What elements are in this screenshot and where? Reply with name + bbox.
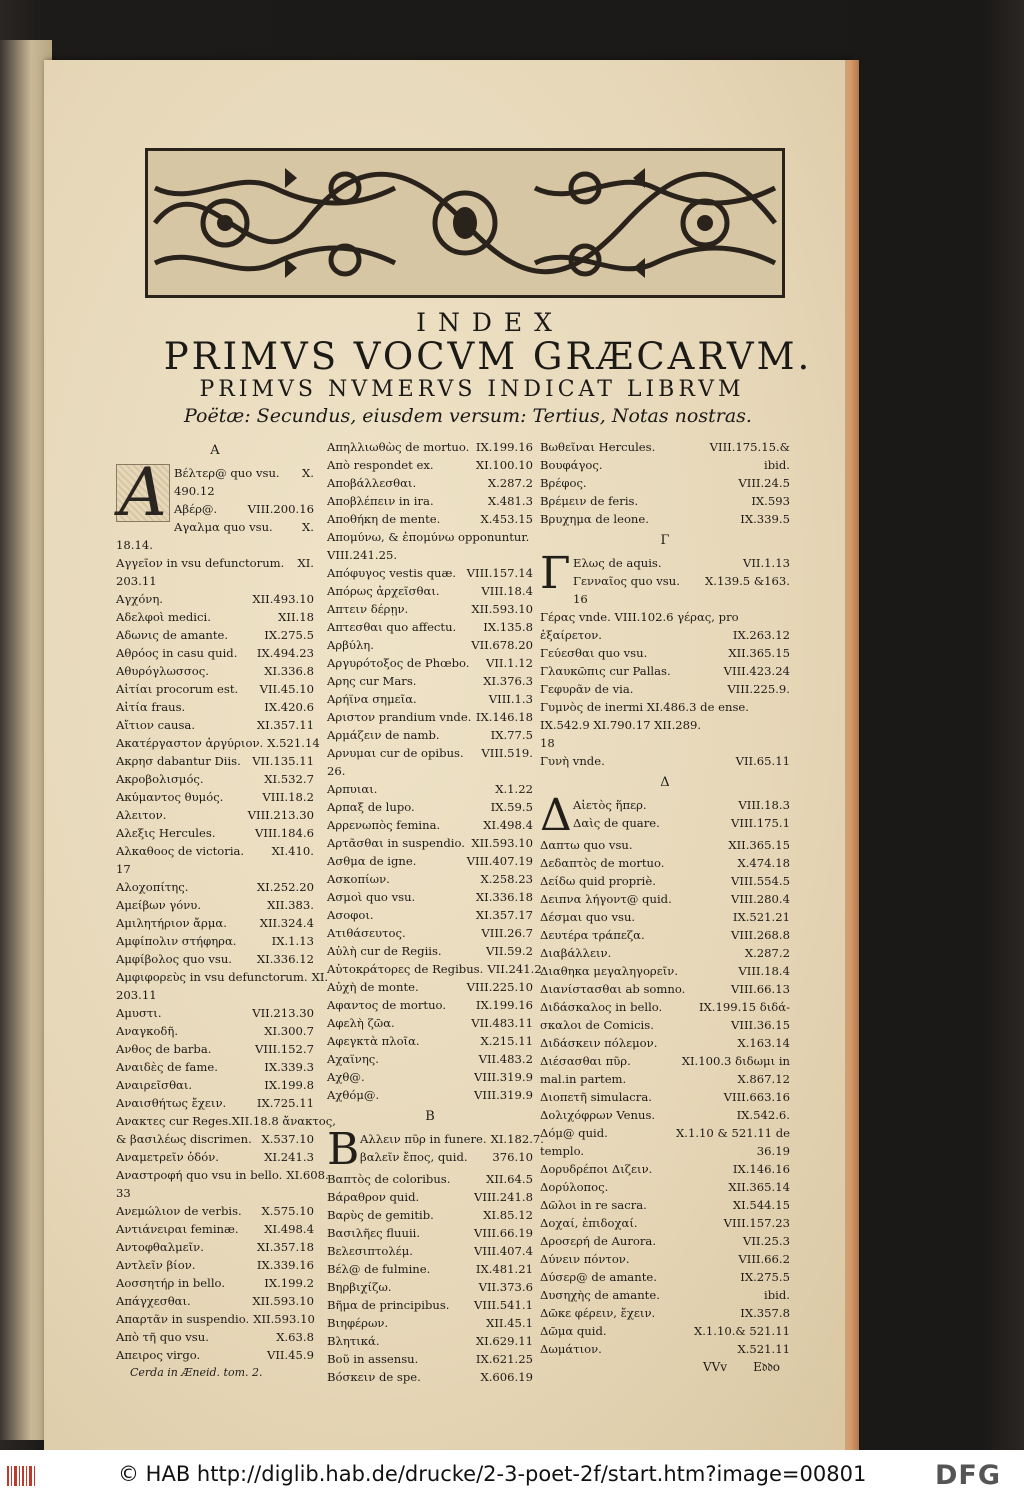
index-entry: Αρρενωπὸς femina. XI.498.4	[327, 818, 533, 832]
index-entry: IX.542.9 XI.790.17 XII.289.	[540, 718, 702, 732]
index-entry: Βαρὺς de gemitib. XI.85.12	[327, 1208, 533, 1222]
index-entry: Βελεσιπτολέμ. VIII.407.4	[327, 1244, 533, 1258]
index-entry: Απόρως ἀρχεῖσθαι. VIII.18.4	[327, 584, 533, 598]
index-entry: Δαὶς de quare. VIII.175.1	[573, 816, 790, 830]
index-entry: Βοῦ in assensu. IX.621.25	[327, 1352, 533, 1366]
index-entry: Αλειτον. VIII.213.30	[116, 808, 314, 822]
index-entry: Διοπετῆ simulacra. VIII.663.16	[540, 1090, 790, 1104]
index-entry: Δευτέρα τράπεζα. VIII.268.8	[540, 928, 790, 942]
index-entry: Γυμνὸς de inermi XI.486.3 de ense.	[540, 700, 749, 714]
index-entry: Γέρας vnde. VIII.102.6 γέρας, pro	[540, 610, 739, 624]
index-entry: Απὸ τῆ quo vsu. X.63.8	[116, 1330, 314, 1344]
index-entry: Αργυρότοξος de Phœbo. VII.1.12	[327, 656, 533, 670]
index-entry: Διαβάλλειν. X.287.2	[540, 946, 790, 960]
entry-list-a-cont	[327, 438, 542, 1104]
index-entry: Βρέμειν de feris. IX.593	[540, 494, 790, 508]
index-entry: 203.11	[116, 988, 157, 1002]
index-entry: Βουφάγος. ibid.	[540, 458, 790, 472]
index-entry: Ασκοπίων. X.258.23	[327, 872, 533, 886]
index-entry: Δοχαί, ἐπιδοχαί. VIII.157.23	[540, 1216, 790, 1230]
index-entry: Ανθος de barba. VIII.152.7	[116, 1042, 314, 1056]
index-entry: Δέσμαι quo vsu. IX.521.21	[540, 910, 790, 924]
index-entry: Αμείβων γόνυ. XII.383.	[116, 898, 314, 912]
index-entry: ἐξαίρετον. IX.263.12	[540, 628, 790, 642]
index-entry: Διέσασθαι πῦρ. XI.100.3 διδωμι in	[540, 1054, 790, 1068]
index-entry: Γυνὴ vnde. VII.65.11	[540, 754, 790, 768]
index-entry: σκαλοι de Comicis. VIII.36.15	[540, 1018, 790, 1032]
index-entry: Αρπυιαι. X.1.22	[327, 782, 533, 796]
index-entry: Αμιλητήριον ἄρμα. XII.324.4	[116, 916, 314, 930]
index-entry: 18.14.	[116, 538, 153, 552]
index-entry: Ακροβολισμός. XI.532.7	[116, 772, 314, 786]
index-entry: Δολιχόφρων Venus. IX.542.6.	[540, 1108, 790, 1122]
index-entry: Γενναῖος quo vsu. X.139.5 &163.	[573, 574, 790, 588]
index-entry: Αρβύλη. VII.678.20	[327, 638, 533, 652]
index-entry: Δῶκε φέρειν, ἔχειν. IX.357.8	[540, 1306, 790, 1320]
index-entry: Αθρόος in casu quid. IX.494.23	[116, 646, 314, 660]
index-entry: Αγγεῖον in vsu defunctorum. XI.	[116, 556, 314, 570]
dropcap-g: Γ	[540, 548, 571, 599]
hab-barcode-icon	[6, 1464, 36, 1488]
index-entry: Αναιδὲς de fame. IX.339.3	[116, 1060, 314, 1074]
index-entry: Αφελὴ ζῶα. VII.483.11	[327, 1016, 533, 1030]
index-entry: Αρήϊνα σημεῖα. VIII.1.3	[327, 692, 533, 706]
index-entry: Αναστροφή quo vsu in bello. XI.608.	[116, 1168, 329, 1182]
index-entry: Γεύεσθαι quo vsu. XII.365.15	[540, 646, 790, 660]
index-entry: Αναμετρεῖν ὁδόν. XI.241.3	[116, 1150, 314, 1164]
index-entry: Δῶλοι in re sacra. XI.544.15	[540, 1198, 790, 1212]
index-entry: Αχαϊνης. VII.483.2	[327, 1052, 533, 1066]
index-entry: Απάγχεσθαι. XII.593.10	[116, 1294, 314, 1308]
index-entry: Βόσκειν de spe. X.606.19	[327, 1370, 533, 1384]
index-entry: Αντιάνειραι feminæ. XI.498.4	[116, 1222, 314, 1236]
index-entry: Δῶμα quid. X.1.10.& 521.11	[540, 1324, 790, 1338]
index-entry: Βωθεῖναι Hercules. VIII.175.15.&	[540, 440, 790, 454]
subtitle-italic: Poëtæ: Secundus, eiusdem versum: Tertius, Notas nostras.	[184, 405, 752, 427]
index-entry: Βηρβιχίζω. VII.373.6	[327, 1280, 533, 1294]
index-entry: Δαπτω quo vsu. XII.365.15	[540, 838, 790, 852]
index-entry: Αριστον prandium vnde. IX.146.18	[327, 710, 533, 724]
index-entry: Βρυχημα de leone. IX.339.5	[540, 512, 790, 526]
index-entry: Αρτᾶσθαι in suspendio. XII.593.10	[327, 836, 533, 850]
index-entry: 16	[573, 592, 588, 606]
index-column-1	[116, 438, 336, 1382]
index-entry: Βασιλῆες fluuii. VIII.66.19	[327, 1226, 533, 1240]
catchword-footnote: Cerda in Æneid. tom. 2.	[130, 1366, 263, 1379]
index-entry: Αγαλμα quo vsu. X.	[174, 520, 314, 534]
index-entry: Ατιθάσευτος. VIII.26.7	[327, 926, 533, 940]
catchword: Ε𝔡𝔡ο	[753, 1360, 780, 1374]
index-entry: Ανεμώλιον de verbis. X.575.10	[116, 1204, 314, 1218]
index-entry: Βέλ@ de fulmine. IX.481.21	[327, 1262, 533, 1276]
index-entry: Δειπνα λήγοντ@ quid. VIII.280.4	[540, 892, 790, 906]
index-entry: Αμυστι. VII.213.30	[116, 1006, 314, 1020]
index-entry: Ακύμαντος θυμός. VIII.18.2	[116, 790, 314, 804]
index-entry: Αμφιφορεὺς in vsu defunctorum. XI.	[116, 970, 329, 984]
entry-list-b	[327, 1170, 533, 1386]
dropcap-b: B	[327, 1124, 360, 1175]
index-entry: Δείδω quid propriè. VIII.554.5	[540, 874, 790, 888]
index-entry: Βαπτὸς de coloribus. XII.64.5	[327, 1172, 533, 1186]
index-entry: 18	[540, 736, 555, 750]
dropcap-d: Δ	[540, 790, 572, 841]
index-entry: Δόμ@ quid. X.1.10 & 521.11 de	[540, 1126, 790, 1140]
index-entry: Αὐτοκράτορες de Regibus. VII.241.2	[327, 962, 542, 976]
entry-list-b-cont	[540, 438, 790, 528]
index-entry: Αρπαξ de lupo. IX.59.5	[327, 800, 533, 814]
index-entry: Αλλειν πῦρ in funere. XI.182.7.	[360, 1132, 544, 1146]
index-entry: 203.11	[116, 574, 157, 588]
entry-list-d	[540, 836, 790, 1358]
index-entry: Αἴτιον causa. XI.357.11	[116, 718, 314, 732]
index-entry: Αγχόνη. XII.493.10	[116, 592, 314, 606]
index-entry: templo. 36.19	[540, 1144, 790, 1158]
index-entry: Βιηφέρων. XII.45.1	[327, 1316, 533, 1330]
index-column-3	[540, 438, 790, 1376]
ornamental-headpiece	[145, 148, 785, 298]
index-entry: Αντλεῖν βίον. IX.339.16	[116, 1258, 314, 1272]
subtitle: PRIMVS NVMERVS INDICAT LIBRVM	[199, 377, 745, 402]
index-entry: Αναισθήτως ἔχειν. IX.725.11	[116, 1096, 314, 1110]
index-entry: Απτεσθαι quo affectu. IX.135.8	[327, 620, 533, 634]
index-entry: Δορυδρέποι Διζειν. IX.146.16	[540, 1162, 790, 1176]
index-entry: Αὐλὴ cur de Regiis. VII.59.2	[327, 944, 533, 958]
index-entry: Αρης cur Mars. XI.376.3	[327, 674, 533, 688]
dfg-logo: DFG	[935, 1460, 1002, 1491]
index-entry: Ασοφοι. XI.357.17	[327, 908, 533, 922]
index-entry: Ακρησ dabantur Diis. VII.135.11	[116, 754, 314, 768]
copyright-link[interactable]: © HAB http://diglib.hab.de/drucke/2-3-poet-2f/start.htm?image=00801	[118, 1462, 867, 1486]
index-entry: Αρμάζειν de namb. IX.77.5	[327, 728, 533, 742]
index-entry: Αποθήκη de mente. X.453.15	[327, 512, 533, 526]
index-entry: Αὐχὴ de monte. VIII.225.10	[327, 980, 533, 994]
section-letter-d: Δ	[660, 775, 670, 790]
signature-marks	[540, 1358, 790, 1376]
index-entry: Αχθόμ@. VIII.319.9	[327, 1088, 533, 1102]
entry-list-g	[540, 608, 790, 770]
section-letter-b: B	[425, 1109, 435, 1124]
title-index: INDEX	[416, 308, 564, 337]
index-entry: Αἰτίαι procorum est. VII.45.10	[116, 682, 314, 696]
index-entry: 17	[116, 862, 131, 876]
signature-mark: VVv	[702, 1360, 728, 1374]
index-entry: Αοσσητήρ in bello. IX.199.2	[116, 1276, 314, 1290]
index-entry: Γλαυκῶπις cur Pallas. VIII.423.24	[540, 664, 790, 678]
index-entry: Διδάσκειν πόλεμον. X.163.14	[540, 1036, 790, 1050]
index-entry: Αφεγκτὰ πλοῖα. X.215.11	[327, 1034, 533, 1048]
index-entry: Αλοχοπίτης. XI.252.20	[116, 880, 314, 894]
index-entry: Αδελφοὶ medici. XII.18	[116, 610, 314, 624]
index-entry: Ασμοὶ quo vsu. XI.336.18	[327, 890, 533, 904]
index-entry: Δεδαπτὸς de mortuo. X.474.18	[540, 856, 790, 870]
index-entry: Αβέρ@. VIII.200.16	[174, 502, 314, 516]
index-entry: Βρέφος. VIII.24.5	[540, 476, 790, 490]
index-entry: Αθυρόγλωσσος. XI.336.8	[116, 664, 314, 678]
index-entry: Διαθηκα μεγαληγορεῖν. VIII.18.4	[540, 964, 790, 978]
index-entry: Αἰετὸς ἥπερ. VIII.18.3	[573, 798, 790, 812]
index-entry: Απτειν δέρῃν. XII.593.10	[327, 602, 533, 616]
index-entry: VIII.241.25.	[327, 548, 398, 562]
index-entry: Απὸ respondet ex. XI.100.10	[327, 458, 533, 472]
viewer-footer	[0, 1450, 1024, 1501]
index-entry: Απηλλιωθὼς de mortuo. IX.199.16	[327, 440, 533, 454]
index-column-2	[327, 438, 544, 1386]
index-entry: Αναγκοδῆ. XI.300.7	[116, 1024, 314, 1038]
index-entry: Αχθ@. VIII.319.9	[327, 1070, 533, 1084]
index-entry: Απειρος virgo. VII.45.9	[116, 1348, 314, 1362]
index-entry: Διδάσκαλος in bello. IX.199.15 διδά-	[540, 1000, 790, 1014]
index-entry: Αλεξις Hercules. VIII.184.6	[116, 826, 314, 840]
index-entry: Αδωνις de amante. IX.275.5	[116, 628, 314, 642]
index-entry: Γεφυρᾶν de via. VIII.225.9.	[540, 682, 790, 696]
index-entry: Διανίστασθαι ab somno. VIII.66.13	[540, 982, 790, 996]
index-entry: Απόφυγος vestis quæ. VIII.157.14	[327, 566, 533, 580]
section-letter-a: A	[210, 443, 220, 458]
index-entry: Δορύλοπος. XII.365.14	[540, 1180, 790, 1194]
index-entry: Αρνυμαι cur de opibus. VIII.519.	[327, 746, 533, 760]
index-entry: Ελως de aquis. VII.1.13	[573, 556, 790, 570]
index-entry: Ασθμα de igne. VIII.407.19	[327, 854, 533, 868]
index-entry: Ακατέργαστον ἀργύριον. X.521.14	[116, 736, 320, 750]
index-entry: Δυσηχὴς de amante. ibid.	[540, 1288, 790, 1302]
index-entry: Ανακτες cur Reges.XII.18.8 ἄνακτος,	[116, 1114, 336, 1128]
section-letter-g: Γ	[660, 533, 670, 548]
entry-list-a	[116, 554, 336, 1364]
index-entry: Αἰτία fraus. IX.420.6	[116, 700, 314, 714]
index-entry: Δωμάτιον. X.521.11	[540, 1342, 790, 1356]
index-entry: 26.	[327, 764, 346, 778]
title-block	[100, 308, 840, 429]
title-main: PRIMVS VOCVM GRÆCARVM.	[163, 335, 813, 378]
index-entry: Βλητικά. XI.629.11	[327, 1334, 533, 1348]
dropcap-a: A	[116, 464, 170, 522]
index-entry: 33	[116, 1186, 131, 1200]
index-entry: Αφαντος de mortuo. IX.199.16	[327, 998, 533, 1012]
index-entry: βαλεῖν ἔπος, quid. 376.10	[360, 1150, 533, 1164]
index-entry: Βέλτερ@ quo vsu. X.	[174, 466, 314, 480]
index-entry: Βῆμα de principibus. VIII.541.1	[327, 1298, 533, 1312]
index-entry: Δύνειν πόντον. VIII.66.2	[540, 1252, 790, 1266]
index-entry: Απαρτᾶν in suspendio. XII.593.10	[116, 1312, 315, 1326]
index-entry: & βασιλέως discrimen. X.537.10	[116, 1132, 314, 1146]
index-entry: 490.12	[174, 484, 215, 498]
index-entry: Βάραθρον quid. VIII.241.8	[327, 1190, 533, 1204]
index-entry: Δροσερή de Aurora. VII.25.3	[540, 1234, 790, 1248]
index-entry: Αναιρεῖσθαι. IX.199.8	[116, 1078, 314, 1092]
index-entry: mal.in partem. X.867.12	[540, 1072, 790, 1086]
index-entry: Αποβλέπειν in ira. X.481.3	[327, 494, 533, 508]
index-entry: Αλκαθοος de victoria. XI.410.	[116, 844, 314, 858]
index-entry: Αντοφθαλμεῖν. XI.357.18	[116, 1240, 314, 1254]
index-entry: Αμφίβολος quo vsu. XI.336.12	[116, 952, 314, 966]
index-entry: Δύσερ@ de amante. IX.275.5	[540, 1270, 790, 1284]
index-entry: Απομύνω, & ἐπομύνω opponuntur.	[327, 530, 530, 544]
page-fore-edge	[845, 60, 859, 1455]
index-entry: Αποβάλλεσθαι. X.287.2	[327, 476, 533, 490]
index-entry: Αμφίπολιν στήφηρα. IX.1.13	[116, 934, 314, 948]
